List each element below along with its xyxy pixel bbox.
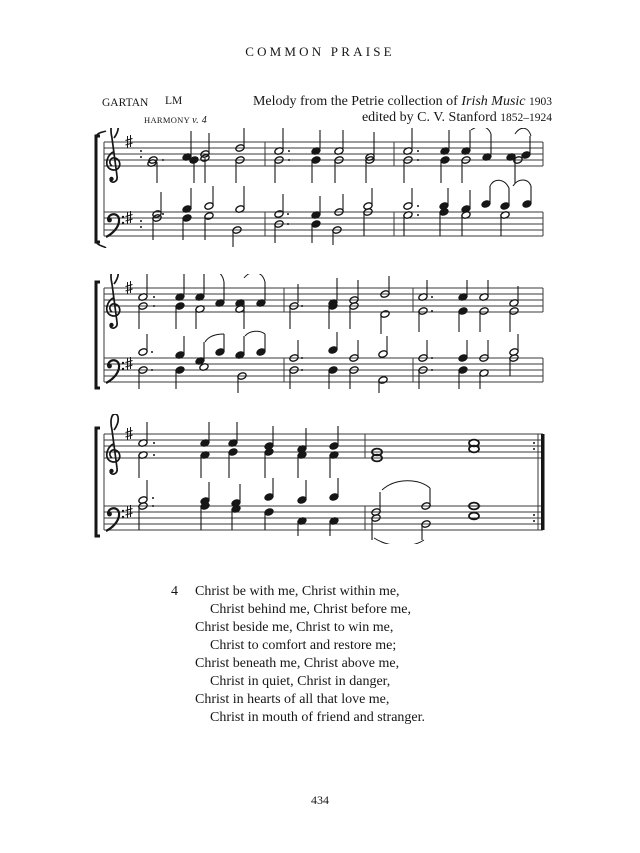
brace-icon [96, 282, 100, 388]
verse-line: Christ beside me, Christ to win me, [195, 620, 394, 635]
brace-icon [96, 136, 100, 242]
verse-line: Christ be with me, Christ within me, [195, 584, 400, 599]
verse-line: Christ to comfort and restore me; [210, 638, 397, 653]
verse-line: Christ beneath me, Christ above me, [195, 656, 400, 671]
verse-line: Christ in hearts of all that love me, [195, 692, 390, 707]
treble-clef-icon [107, 414, 120, 474]
verse-line: Christ in quiet, Christ in danger, [210, 674, 391, 689]
harmony-note: HARMONY v. 4 [144, 115, 208, 126]
verse-4 [171, 583, 425, 727]
verse-number: 4 [171, 584, 178, 599]
music-system-3 [0, 414, 640, 544]
tune-name: GARTAN [102, 97, 149, 109]
music-system-1 [0, 128, 640, 248]
treble-clef-icon [107, 274, 120, 328]
editor-credit: edited by C. V. Stanford 1852–1924 [361, 110, 552, 125]
treble-clef-icon [107, 128, 120, 182]
final-barline [541, 434, 545, 530]
page-number: 434 [311, 793, 329, 807]
brace-icon [96, 428, 100, 536]
music-system-2 [0, 274, 640, 394]
verse-line: Christ in mouth of friend and stranger. [210, 710, 426, 725]
verse-line: Christ behind me, Christ before me, [210, 602, 412, 617]
melody-credit: Melody from the Petrie collection of Irish Music 1903 [252, 94, 552, 109]
running-head: COMMON PRAISE [245, 44, 395, 59]
tune-meter: LM [165, 95, 183, 107]
